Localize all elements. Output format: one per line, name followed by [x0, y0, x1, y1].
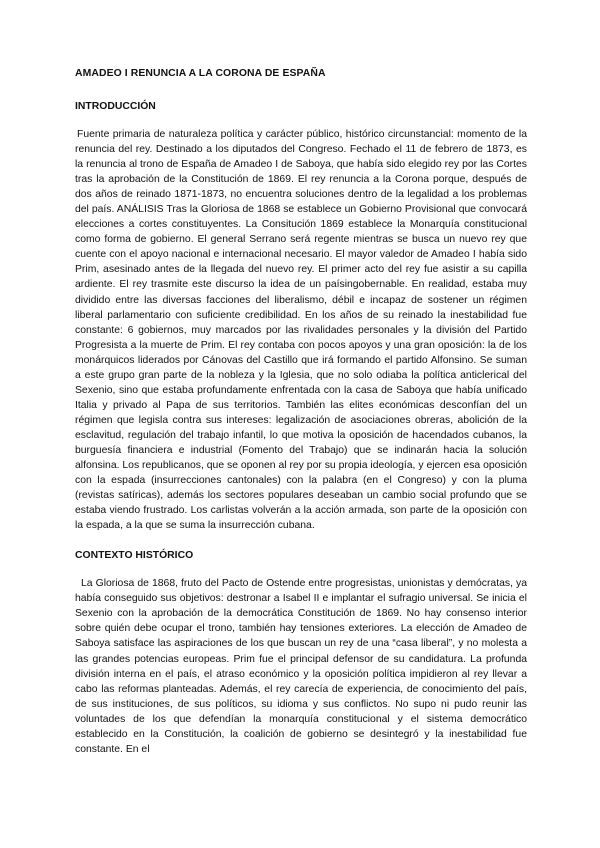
section-body-introduccion: Fuente primaria de naturaleza política y carácter público, histórico circunstancial: momento de la renuncia del rey. Destinado a los diputados del Congreso. Fechado el 11 de febrero de 1873, es la renuncia al trono de España de Amadeo I de Saboya, que había sido elegido rey por las Cortes tras la aprobación de la Constitución de 1869. El rey renuncia a la Corona porque, después de dos años de reinado 1871-1873, no encuentra soluciones dentro de la legalidad a los problemas del país. ANÁLISIS Tras la Gloriosa de 1868 se establece un Gobierno Provisional que convocará elecciones a cortes constituyentes. La Consitución 1869 establece la Monarquía constitucional como forma de gobierno. El general Serrano será regente mientras se busca un nuevo rey que cuente con el apoyo nacional e internacional necesario. El mayor valedor de Amadeo I había sido Prim, asesinado antes de la llegada del nuevo rey. El primer acto del rey fue asistir a su capilla ardiente. El rey trasmite este discurso la idea de un paísingobernable. En realidad, estaba muy dividido entre las diversas facciones del liberalismo, débil e incapaz de sostener un régimen liberal parlamentario con suficiente credibilidad. En los años de su reinado la inestabilidad fue constante: 6 gobiernos, muy marcados por las rivalidades personales y la división del Partido Progresista a la muerte de Prim. El rey contaba con pocos apoyos y una gran oposición: la de los monárquicos liderados por Cánovas del Castillo que irá formando el partido Alfonsino. Se suman a este grupo gran parte de la nobleza y la Iglesia, que no solo odiaba la política anticlerical del Sexenio, sino que estaba profundamente enfrentada con la casa de Saboya que había unificado Italia y privado al Papa de sus territorios. También las elites económicas desconfían del un régimen que legisla contra sus intereses: legalización de asociaciones obreras, abolición de la esclavitud, regulación del trabajo infantil, lo que motiva la oposición de hacendados cubanos, la burguesía financiera e industrial (Fomento del Trabajo) que se indinarán hacia la solución alfonsina. Los republicanos, que se oponen al rey por su propia ideología, y ejercen esa oposición con la espada (insurrecciones cantonales) con la palabra (en el Congreso) y con la pluma (revistas satíricas), además los sectores populares deseaban un cambio social profundo que se estaba viendo frustrado. Los carlistas volverán a la acción armada, son parte de la oposición con la espada, a la que se suma la insurrección cubana. — [75, 129, 527, 532]
section-heading-introduccion: INTRODUCCIÓN — [75, 101, 156, 112]
section-heading-contexto-historico: CONTEXTO HISTÓRICO — [75, 550, 194, 562]
section-body-contexto-historico: La Gloriosa de 1868, fruto del Pacto de Ostende entre progresistas, unionistas y demócratas, ya había conseguido sus objetivos: destronar a Isabel II e implantar el sufragio universal. Se inicia el Sexenio con la aprobación de la democrática Constitución de 1869. No hay consenso interior sobre quién debe ocupar el trono, también hay tensiones exteriores. La elección de Amadeo de Saboya satisface las aspiraciones de los que buscan un rey de una “casa liberal”, y no molesta a las grandes potencias europeas. Prim fue el principal defensor de su candidatura. La profunda división interna en el país, el atraso económico y la oposición política impidieron al rey llevar a cabo las reformas planteadas. Además, el rey carecía de experiencia, de conocimiento del país, de sus instituciones, de sus políticos, su idioma y sus conflictos. No supo ni pudo reunir las voluntades de los que defendían la monarquía constitucional y el sistema democrático establecido en la Constitución, la coalición de gobierno se desintegró y la inestabilidad fue constante. En el — [75, 578, 527, 755]
document-title: AMADEO I RENUNCIA A LA CORONA DE ESPAÑA — [75, 68, 326, 79]
document-page — [75, 66, 527, 772]
